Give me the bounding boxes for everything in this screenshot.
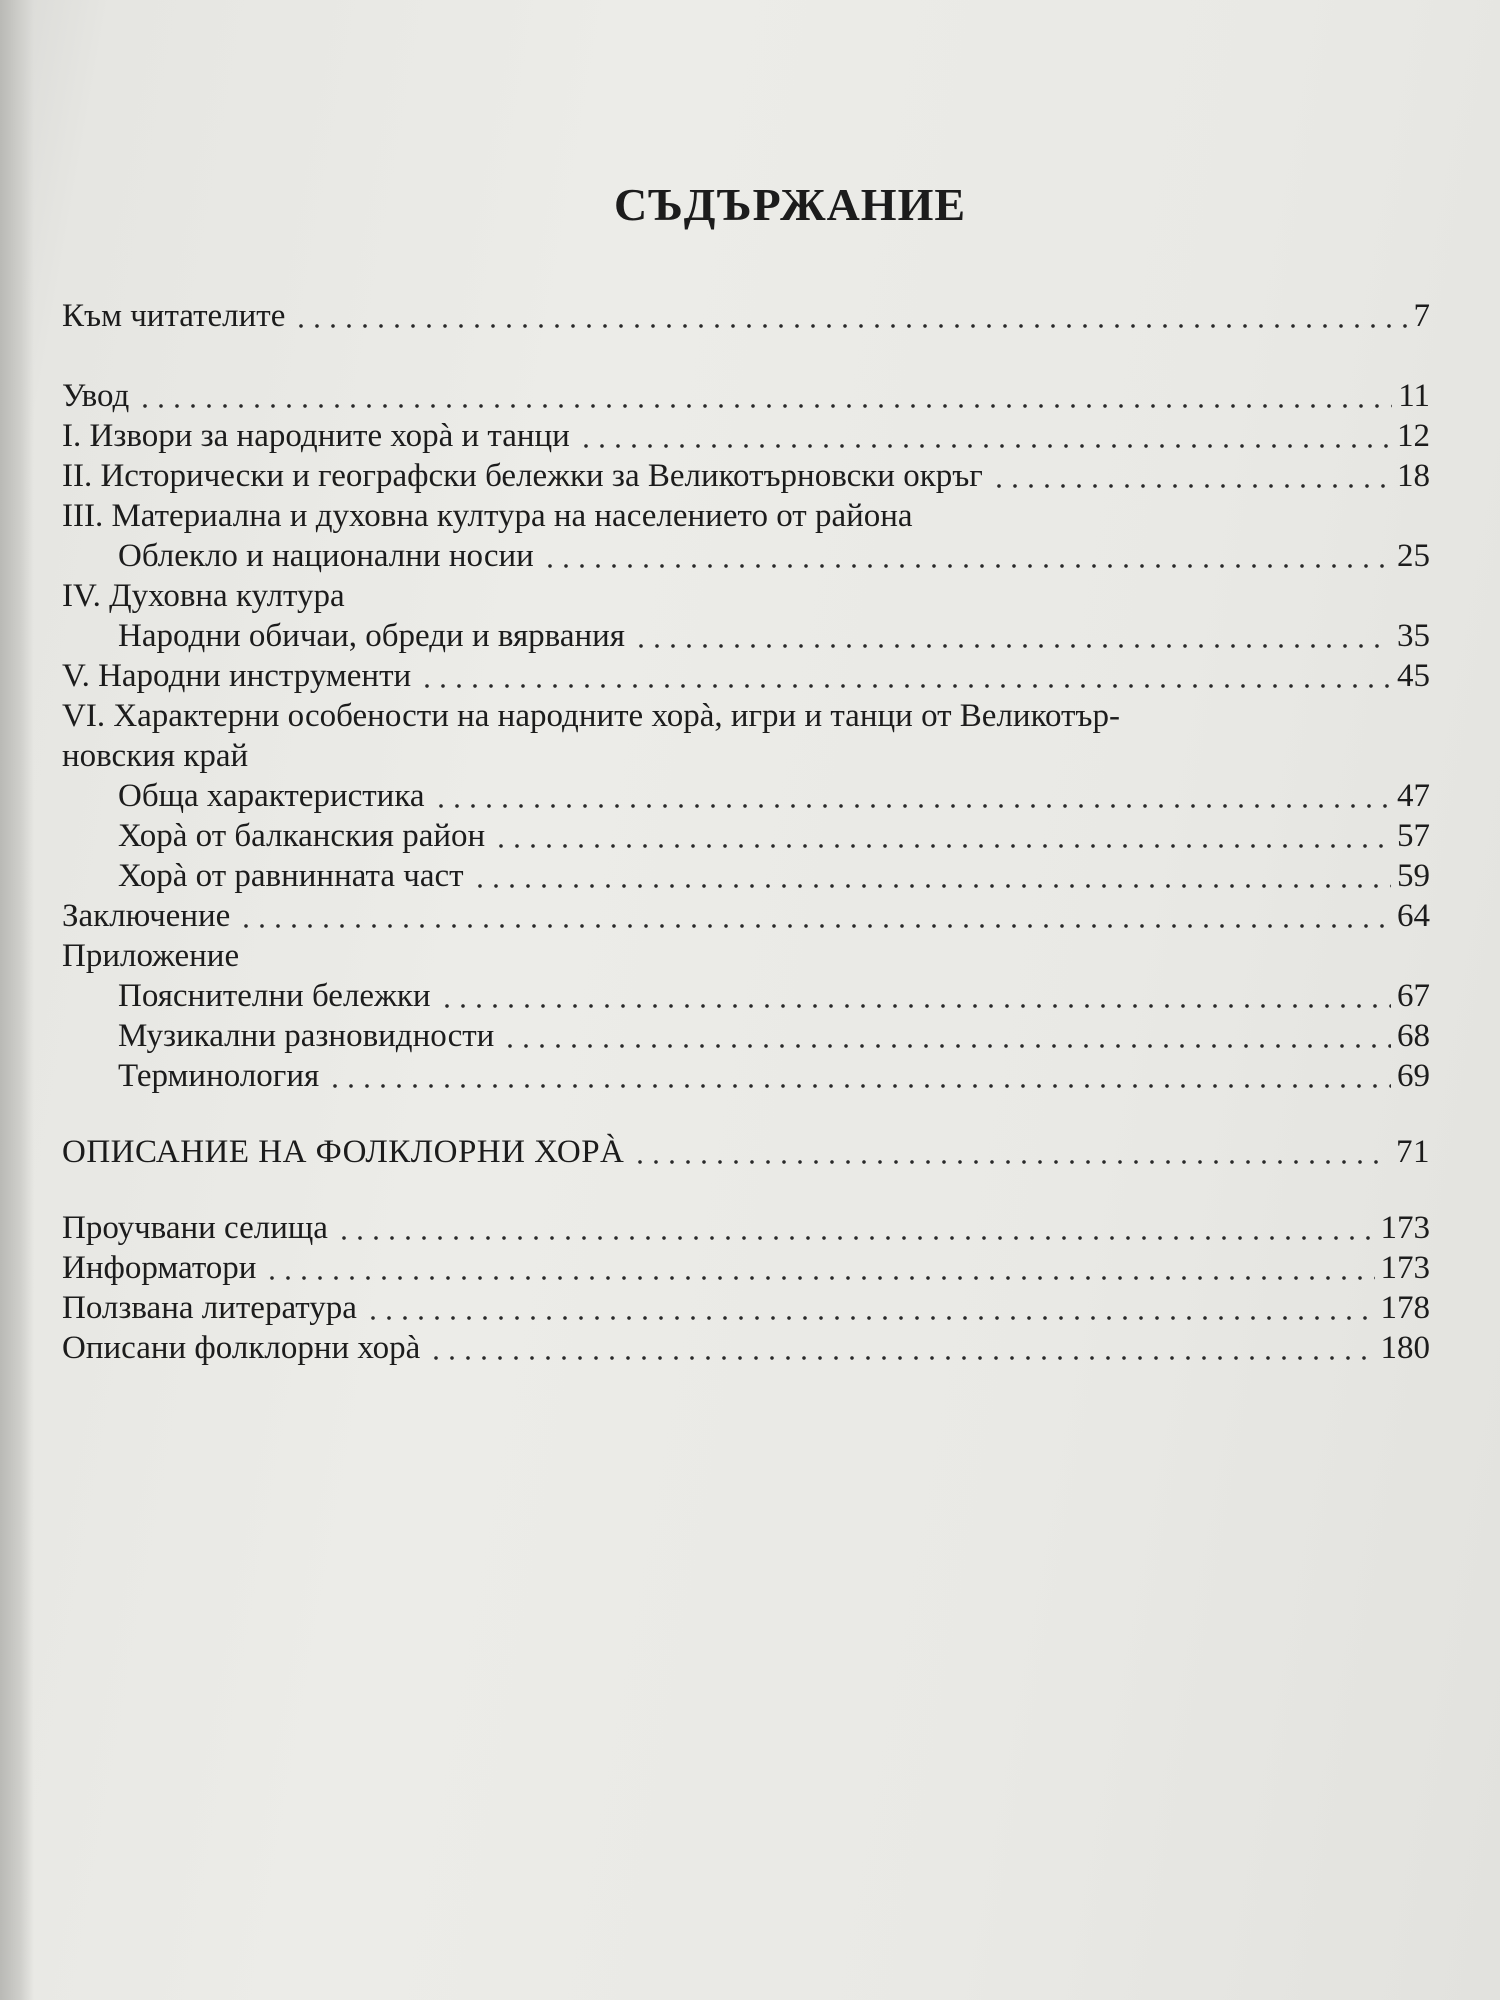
toc-entry [62,616,1430,656]
toc-entry-page: 59 [1397,858,1430,894]
toc-entry-page: 57 [1397,818,1430,854]
toc-entry-label: Увод [62,378,130,414]
dot-leader [633,644,1391,648]
toc-entry-page: 18 [1397,458,1430,494]
dot-leader [336,1236,1375,1240]
toc-entry [62,816,1430,856]
dot-leader [632,1160,1390,1164]
toc-entry [62,1248,1430,1288]
dot-leader [502,1044,1391,1048]
toc-entry [62,1056,1430,1096]
dot-leader [293,324,1407,328]
table-of-contents [62,296,1430,1368]
toc-entry-label: Пояснителни бележки [118,978,431,1014]
dot-leader [264,1276,1374,1280]
toc-entry [62,936,1430,976]
toc-entry-page: 178 [1380,1290,1430,1326]
toc-entry [62,1132,1430,1172]
dot-leader [433,804,1391,808]
toc-entry-page: 173 [1380,1210,1430,1246]
toc-entry-page: 47 [1397,778,1430,814]
book-gutter-shadow [0,0,34,2000]
toc-entry-label: Описани фолклорни хорà [62,1330,421,1366]
dot-leader [137,404,1392,408]
toc-entry-label: Хорà от балканския район [118,818,486,854]
toc-entry [62,896,1430,936]
toc-entry-page: 64 [1397,898,1430,934]
dot-leader [542,564,1391,568]
toc-entry [62,456,1430,496]
toc-entry [62,776,1430,816]
toc-entry-label: Облекло и национални носии [118,538,534,574]
dot-leader [365,1316,1375,1320]
toc-entry-label: Обща характеристика [118,778,425,814]
dot-leader [238,924,1391,928]
toc-entry-label: Музикални разновидности [118,1018,495,1054]
dot-leader [472,884,1391,888]
toc-entry-label: Приложение [62,938,240,974]
toc-entry-label: IV. Духовна култура [62,578,345,614]
dot-leader [493,844,1391,848]
toc-entry-page: 11 [1398,378,1430,414]
toc-entry-page: 180 [1380,1330,1430,1366]
toc-entry-page: 45 [1397,658,1430,694]
toc-entry [62,736,1430,776]
toc-entry-page: 67 [1397,978,1430,1014]
toc-entry [62,416,1430,456]
toc-entry-label: Проучвани селища [62,1210,328,1246]
toc-entry [62,1016,1430,1056]
toc-entry [62,696,1430,736]
dot-leader [991,484,1391,488]
toc-entry [62,1208,1430,1248]
toc-entry-page: 35 [1397,618,1430,654]
toc-entry [62,1288,1430,1328]
toc-entry-page: 7 [1413,298,1430,334]
toc-entry-page: 12 [1397,418,1430,454]
toc-entry-label: Към читателите [62,298,286,334]
toc-entry-label: Хорà от равнинната част [118,858,464,894]
toc-entry [62,576,1430,616]
toc-entry-page: 71 [1396,1134,1430,1170]
toc-entry-page: 68 [1397,1018,1430,1054]
toc-entry [62,376,1430,416]
toc-entry-page: 69 [1397,1058,1430,1094]
toc-entry-label: VI. Характерни особености на народните хорà, игри и танци от Великотър- [62,698,1120,734]
toc-entry [62,496,1430,536]
toc-entry [62,536,1430,576]
toc-entry-label: ОПИСАНИЕ НА ФОЛКЛОРНИ ХОРÀ [62,1134,625,1170]
toc-entry-label: II. Исторически и географски бележки за Великотърновски окръг [62,458,983,494]
toc-entry-label: III. Материална и духовна култура на населението от района [62,498,913,534]
toc-entry-label: Народни обичаи, обреди и вярвания [118,618,625,654]
toc-entry [62,1328,1430,1368]
toc-entry-label: Терминология [118,1058,320,1094]
dot-leader [439,1004,1391,1008]
page-title: СЪДЪРЖАНИЕ [613,179,967,230]
toc-entry-label: Информатори [62,1250,257,1286]
toc-entry [62,856,1430,896]
toc-entry-label: I. Извори за народните хорà и танци [62,418,570,454]
dot-leader [419,684,1391,688]
dot-leader [327,1084,1391,1088]
toc-entry [62,976,1430,1016]
dot-leader [578,444,1391,448]
dot-leader [428,1356,1374,1360]
toc-entry-label: Ползвана литература [62,1290,357,1326]
toc-entry-label: V. Народни инструменти [62,658,412,694]
toc-entry-label: Заключение [62,898,231,934]
toc-entry [62,656,1430,696]
toc-entry-label: новския край [62,738,249,774]
toc-entry-page: 173 [1380,1250,1430,1286]
toc-entry [62,296,1430,336]
toc-entry-page: 25 [1397,538,1430,574]
